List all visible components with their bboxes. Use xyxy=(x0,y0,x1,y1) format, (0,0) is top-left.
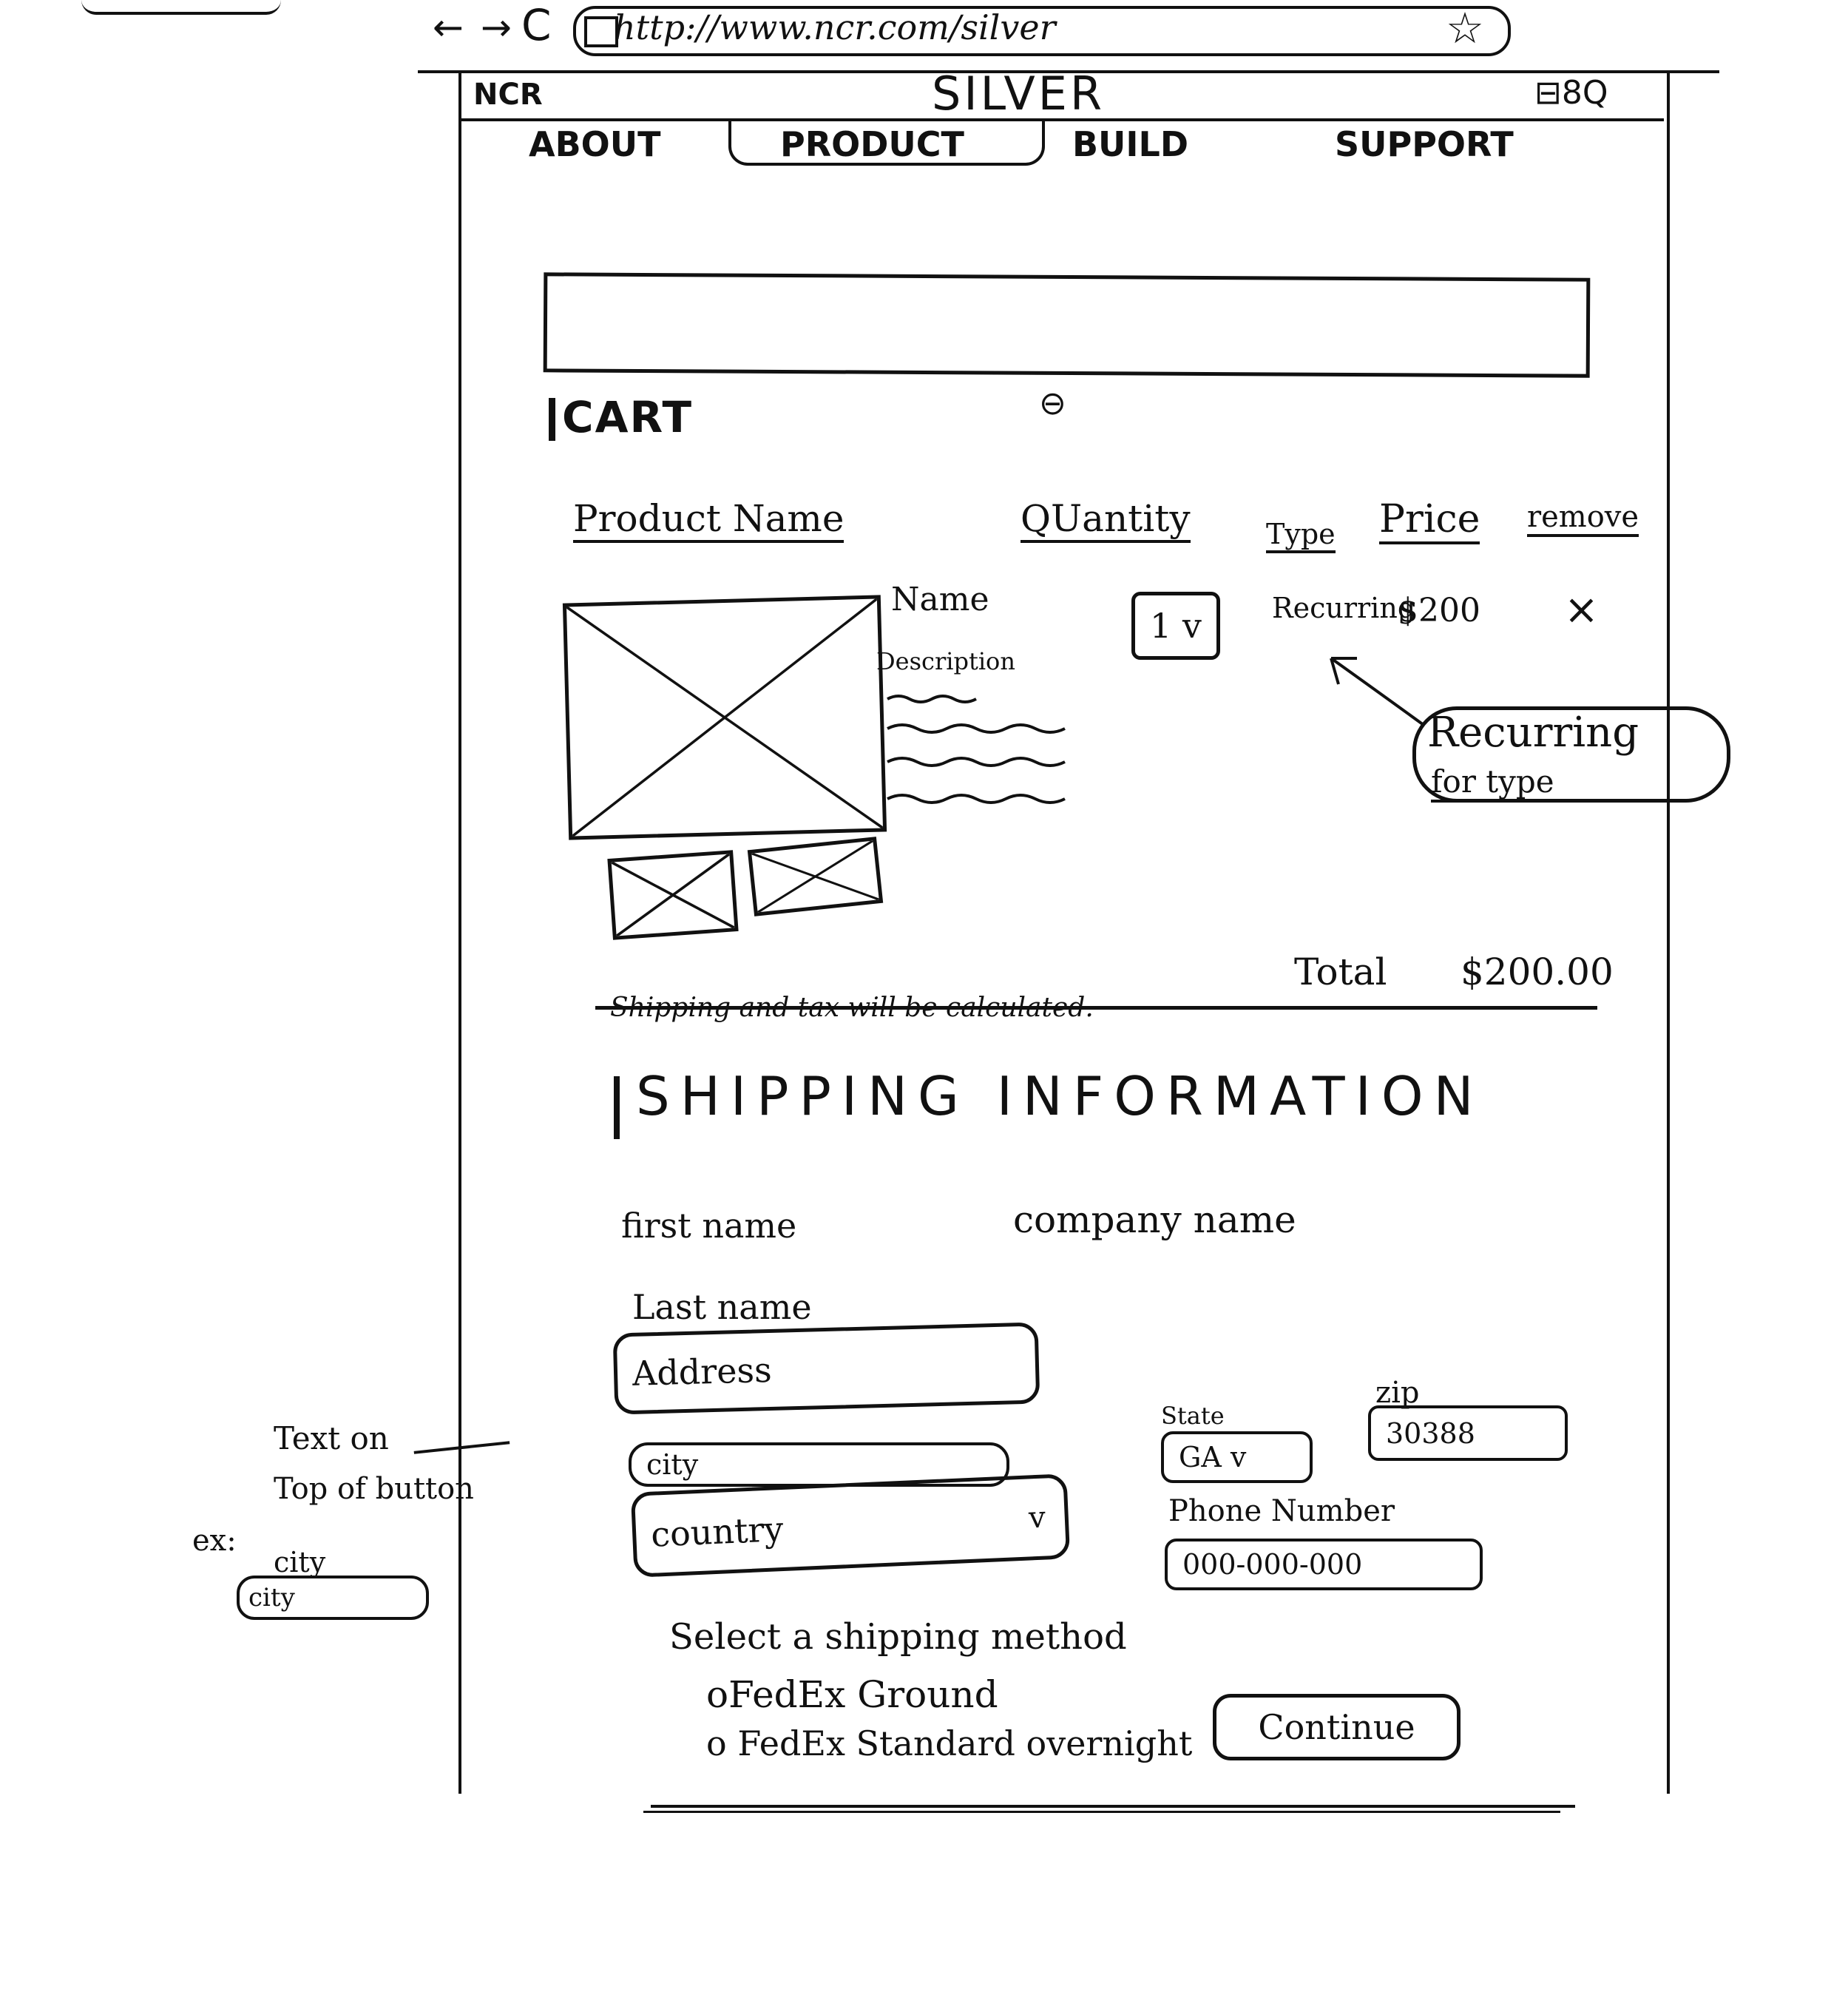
example-field xyxy=(237,1576,429,1620)
footer-divider xyxy=(651,1805,1575,1808)
section-marker xyxy=(549,398,555,441)
margin-note: Top of button xyxy=(274,1472,474,1506)
cart-divider xyxy=(595,1006,1597,1010)
description-placeholder-lines xyxy=(884,684,1098,810)
annotation-text: Recurring xyxy=(1427,709,1639,757)
zip-value: 30388 xyxy=(1386,1416,1475,1450)
account-icon[interactable]: 8 xyxy=(1561,74,1583,112)
footer-divider xyxy=(643,1811,1560,1813)
product-description-label: Description xyxy=(876,647,1015,675)
header-icons[interactable] xyxy=(1534,74,1608,112)
company-name-label: company name xyxy=(1013,1198,1296,1241)
product-image[interactable] xyxy=(563,595,887,840)
annotation-text: for type xyxy=(1431,763,1554,803)
zip-label: zip xyxy=(1375,1376,1420,1410)
col-type: Type xyxy=(1266,518,1336,553)
back-arrow-icon[interactable]: ← xyxy=(433,6,464,49)
tab-support[interactable]: SUPPORT xyxy=(1335,124,1514,164)
cart-heading: CART xyxy=(562,392,694,442)
tab-product[interactable]: PRODUCT xyxy=(780,124,964,164)
remove-item-icon[interactable]: × xyxy=(1564,586,1599,634)
shipping-option-ground[interactable] xyxy=(706,1673,998,1716)
shipping-option-label: FedEx Standard overnight xyxy=(737,1723,1193,1763)
state-select[interactable] xyxy=(1161,1431,1313,1483)
shipping-option-overnight[interactable] xyxy=(706,1723,1192,1763)
tab-about[interactable]: ABOUT xyxy=(529,124,661,164)
cart-icon[interactable]: ⊟ xyxy=(1534,74,1562,112)
phone-label: Phone Number xyxy=(1168,1494,1395,1528)
annotation-arrow-icon xyxy=(1316,644,1427,732)
total-value: $200.00 xyxy=(1461,950,1614,993)
col-product-name: Product Name xyxy=(573,497,844,543)
zip-field[interactable] xyxy=(1368,1405,1568,1461)
country-placeholder: country xyxy=(650,1508,785,1555)
shipping-option-label: FedEx Ground xyxy=(728,1673,998,1716)
phone-value: 000-000-000 xyxy=(1182,1548,1363,1581)
shipping-tax-note: Shipping and tax will be calculated. xyxy=(610,993,1094,1023)
radio-icon[interactable]: o xyxy=(706,1673,729,1716)
state-value: GA v xyxy=(1179,1441,1247,1473)
product-name: Name xyxy=(891,581,989,618)
page-title: SILVER xyxy=(932,67,1106,121)
item-price: $200 xyxy=(1398,592,1480,629)
quantity-select[interactable]: 1 v xyxy=(1131,592,1220,660)
search-icon[interactable]: Q xyxy=(1582,74,1608,112)
example-label: city xyxy=(274,1546,326,1578)
tab-build[interactable]: BUILD xyxy=(1072,124,1189,164)
first-name-label: first name xyxy=(621,1206,797,1246)
col-quantity: QUantity xyxy=(1021,497,1191,543)
state-label: State xyxy=(1161,1402,1225,1430)
banner-placeholder xyxy=(544,272,1591,377)
continue-button[interactable]: Continue xyxy=(1213,1694,1461,1760)
shipping-method-prompt: Select a shipping method xyxy=(669,1616,1127,1658)
col-price: Price xyxy=(1379,497,1480,544)
product-thumbnail[interactable] xyxy=(748,837,883,916)
reload-icon[interactable]: C xyxy=(521,0,552,50)
address-placeholder: Address xyxy=(632,1349,773,1394)
address-field[interactable] xyxy=(613,1322,1040,1414)
chevron-down-icon: v xyxy=(1028,1500,1046,1535)
shipping-heading: SHIPPING INFORMATION xyxy=(636,1065,1484,1127)
forward-arrow-icon[interactable]: → xyxy=(481,6,512,49)
url-text[interactable]: http://www.ncr.com/silver xyxy=(614,7,1056,47)
margin-note-example: ex: xyxy=(192,1524,237,1558)
minus-circle-icon: ⊖ xyxy=(1039,385,1066,422)
phone-field[interactable] xyxy=(1165,1539,1483,1590)
radio-icon[interactable]: o xyxy=(706,1723,727,1763)
city-placeholder: city xyxy=(646,1448,699,1481)
margin-scribble xyxy=(81,0,281,15)
brand-logo[interactable]: NCR xyxy=(473,78,543,112)
section-marker xyxy=(614,1076,620,1139)
item-type: Recurring xyxy=(1272,592,1416,624)
margin-note: Text on xyxy=(274,1420,389,1456)
bookmark-star-icon[interactable]: ☆ xyxy=(1446,3,1484,53)
example-field-placeholder: city xyxy=(248,1583,295,1613)
product-thumbnail[interactable] xyxy=(607,850,738,940)
total-label: Total xyxy=(1294,950,1387,993)
last-name-label: Last name xyxy=(632,1287,812,1327)
col-remove: remove xyxy=(1527,500,1639,537)
